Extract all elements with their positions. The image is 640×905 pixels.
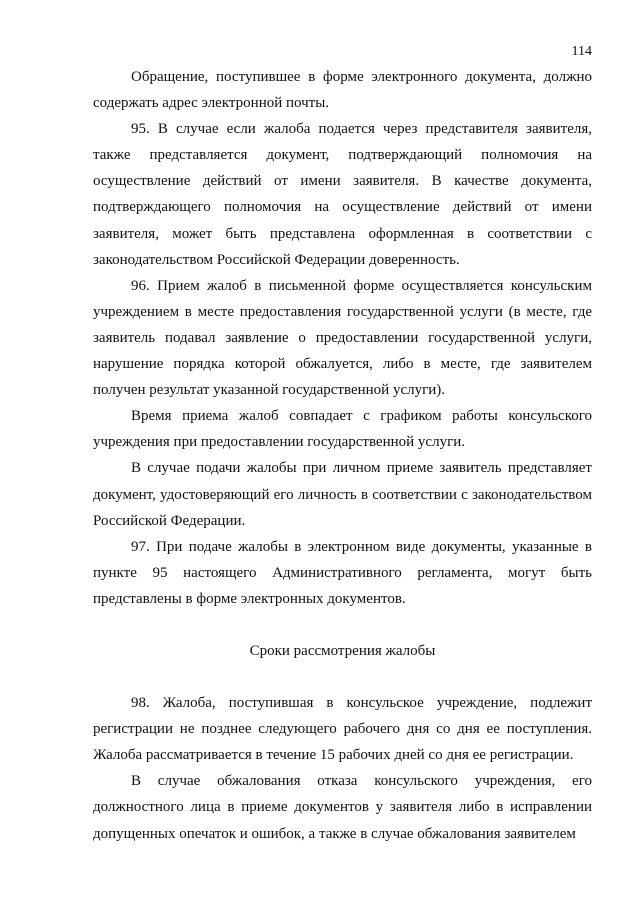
paragraph-personal-reception: В случае подачи жалобы при личном приеме заявитель представляет документ, удостоверяющий его личность в соответствии с законодательством Российской Федерации. xyxy=(93,460,592,529)
paragraph-email-requirement: Обращение, поступившее в форме электронного документа, должно содержать адрес электронной почты. xyxy=(93,69,592,112)
paragraph-reception-time: Время приема жалоб совпадает с графиком работы консульского учреждения при предоставлении государственной услуги. xyxy=(93,408,592,451)
paragraph-refusal-appeal: В случае обжалования отказа консульского учреждения, его должностного лица в приеме документов у заявителя либо в исправлении допущенных опечаток и ошибок, а также в случае обжалования заявителем xyxy=(93,773,592,842)
paragraph-98: 98. Жалоба, поступившая в консульское учреждение, подлежит регистрации не позднее следующего рабочего дня со дня ее поступления. Жалоба рассматривается в течение 15 рабочих дней со дня ее регистрации. xyxy=(93,695,592,764)
section-heading: Сроки рассмотрения жалобы xyxy=(249,642,436,659)
paragraph-97: 97. При подаче жалобы в электронном виде документы, указанные в пункте 95 настоящего Административного регламента, могут быть представлены в форме электронных документов. xyxy=(93,538,592,607)
paragraph-95: 95. В случае если жалоба подается через представителя заявителя, также представляется документ, подтверждающий полномочия на осуществление действий от имени заявителя. В качестве документа, подтверждающего полномочия на осуществление действий от имени заявителя, может быть представлена оформленная в соответствии с законодательством Российской Федерации доверенность. xyxy=(93,121,592,268)
document-body xyxy=(93,64,592,847)
paragraph-96: 96. Прием жалоб в письменной форме осуществляется консульским учреждением в месте предоставления государственной услуги (в месте, где заявитель подавал заявление о предоставлении государственной услуги, нарушение порядка которой обжалуется, либо в месте, где заявителем получен результат указанной государственной услуги). xyxy=(93,277,592,399)
page-number: 114 xyxy=(571,44,592,59)
